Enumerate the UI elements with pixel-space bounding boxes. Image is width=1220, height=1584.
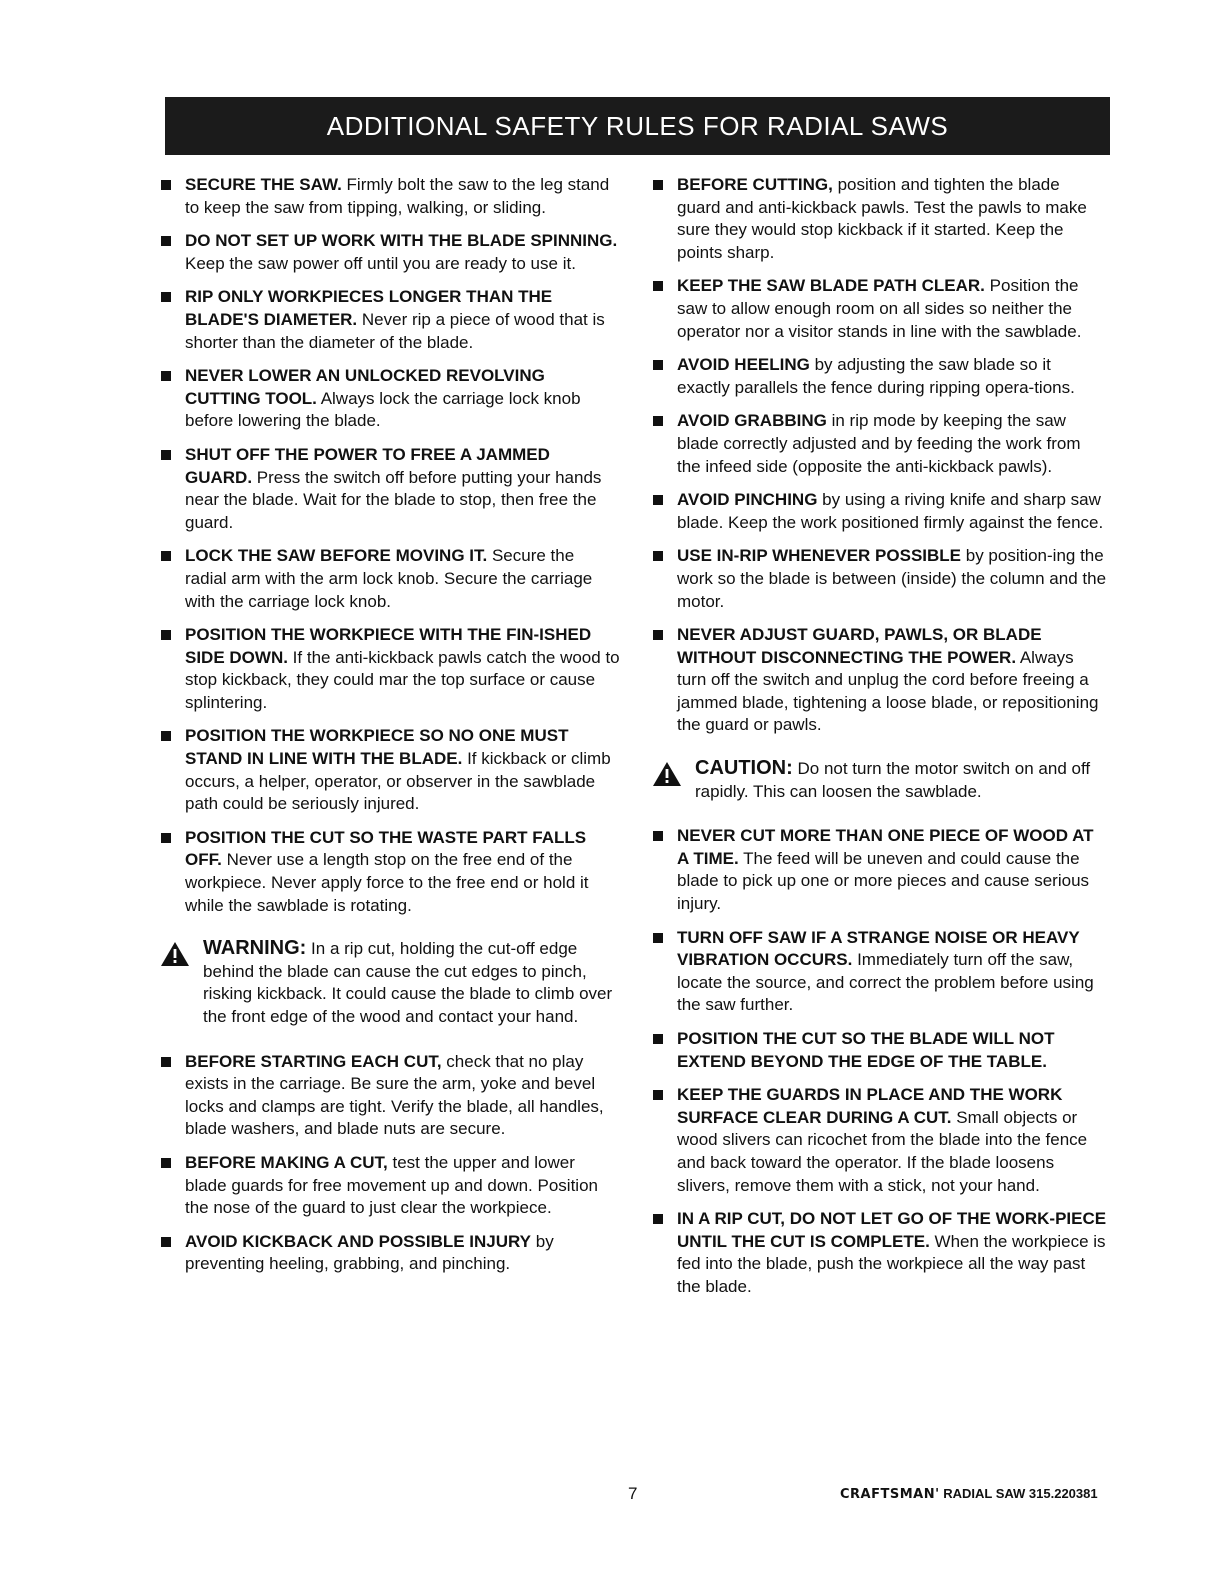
rule-heading: AVOID KICKBACK AND POSSIBLE INJURY: [185, 1231, 532, 1251]
rule-text: Firmly bolt the saw to the leg stand to keep the saw from tipping, walking, or sliding.: [185, 175, 610, 217]
square-bullet-icon: [161, 236, 171, 246]
square-bullet-icon: [653, 1090, 663, 1100]
rule-text: When the workpiece is fed into the blade, push the workpiece all the way past the blade.: [677, 1231, 1106, 1296]
square-bullet-icon: [653, 360, 663, 370]
rule-item: [160, 1231, 620, 1276]
rule-text: The feed will be uneven and could cause the blade to pick up one or more pieces and cause serious injury.: [677, 848, 1090, 914]
rule-item: [652, 825, 1107, 915]
rule-heading: BEFORE CUTTING,: [677, 175, 833, 194]
rule-heading: NEVER CUT MORE THAN ONE PIECE OF WOOD AT A TIME.: [677, 826, 1094, 868]
rule-text: by preventing heeling, grabbing, and pinching.: [185, 1231, 554, 1274]
rule-item: [160, 286, 620, 354]
warning-triangle-icon: [160, 941, 190, 967]
rule-text: Never use a length stop on the free end of the workpiece. Never apply force to the free end or hold it while the sawblade is rotating.: [185, 850, 589, 915]
rule-heading: BEFORE MAKING A CUT,: [185, 1152, 388, 1172]
square-bullet-icon: [161, 1158, 171, 1168]
rule-heading: BEFORE STARTING EACH CUT,: [185, 1051, 442, 1071]
rule-heading: KEEP THE SAW BLADE PATH CLEAR.: [677, 276, 985, 296]
rule-heading: IN A RIP CUT, DO NOT LET GO OF THE WORK-PIECE UNTIL THE CUT IS COMPLETE.: [677, 1209, 1107, 1251]
rule-text: Always turn off the switch and unplug the cord before freeing a jammed blade, tightening a loose blade, or repositioning the guard or pawls.: [677, 647, 1099, 735]
warning-label: WARNING:: [203, 937, 307, 960]
rule-text: by using a riving knife and sharp saw blade. Keep the work positioned firmly against the fence.: [677, 490, 1104, 532]
square-bullet-icon: [161, 833, 171, 843]
rule-item: [160, 827, 620, 917]
rule-text: by position-ing the work so the blade is between (inside) the column and the motor.: [677, 546, 1107, 611]
rule-item: [160, 1152, 620, 1220]
square-bullet-icon: [653, 495, 663, 505]
rule-item: [652, 275, 1107, 343]
rule-text: in rip mode by keeping the saw blade correctly adjusted and by feeding the work from the infeed side (opposite the anti-kickback pawls).: [677, 411, 1081, 476]
footer-brand-line: [840, 1486, 1098, 1502]
rule-heading: SHUT OFF THE POWER TO FREE A JAMMED GUARD.: [185, 444, 550, 487]
page-number: 7: [628, 1484, 638, 1503]
rule-item: [160, 365, 620, 433]
rule-item: [160, 444, 620, 534]
square-bullet-icon: [653, 630, 663, 640]
rule-heading: USE IN-RIP WHENEVER POSSIBLE: [677, 546, 962, 566]
rule-heading: NEVER LOWER AN UNLOCKED REVOLVING CUTTING TOOL.: [185, 366, 545, 408]
square-bullet-icon: [161, 1057, 171, 1067]
rule-heading: POSITION THE WORKPIECE WITH THE FIN-ISHED SIDE DOWN.: [185, 625, 592, 667]
section-title: ADDITIONAL SAFETY RULES FOR RADIAL SAWS: [326, 110, 949, 141]
warning-note: [160, 937, 620, 1028]
rule-text: Always lock the carriage lock knob before lowering the blade.: [185, 388, 581, 431]
square-bullet-icon: [653, 416, 663, 426]
model-text: RADIAL SAW 315.220381: [939, 1486, 1098, 1501]
rule-text: Keep the saw power off until you are ready to use it.: [185, 253, 576, 273]
rule-heading: POSITION THE CUT SO THE WASTE PART FALLS OFF.: [185, 827, 587, 870]
rule-text: test the upper and lower blade guards for free movement up and down. Position the nose of the guard to just clear the workpiece.: [185, 1152, 598, 1218]
square-bullet-icon: [653, 180, 663, 190]
rule-text: position and tighten the blade guard and anti-kickback pawls. Test the pawls to make sure they would stop kickback if it started. Keep the points sharp.: [677, 175, 1087, 262]
caution-note: [652, 757, 1107, 803]
square-bullet-icon: [161, 450, 171, 460]
caution-text: Do not turn the motor switch on and off rapidly. This can loosen the sawblade.: [695, 759, 1091, 801]
rule-text: Immediately turn off the saw, locate the source, and correct the problem before using the saw further.: [677, 950, 1094, 1015]
square-bullet-icon: [653, 281, 663, 291]
rule-text: Position the saw to allow enough room on all sides so neither the operator nor a visitor stands in line with the sawblade.: [677, 276, 1082, 341]
rule-heading: KEEP THE GUARDS IN PLACE AND THE WORK SURFACE CLEAR DURING A CUT.: [677, 1085, 1063, 1127]
rule-item: [652, 545, 1107, 613]
square-bullet-icon: [161, 1237, 171, 1247]
rule-text: If kickback or climb occurs, a helper, operator, or observer in the sawblade path could be seriously injured.: [185, 749, 611, 814]
square-bullet-icon: [161, 630, 171, 640]
rule-text: Secure the radial arm with the arm lock knob. Secure the carriage with the carriage lock knob.: [185, 546, 593, 611]
rule-heading: SECURE THE SAW.: [185, 175, 342, 194]
rule-heading: POSITION THE WORKPIECE SO NO ONE MUST STAND IN LINE WITH THE BLADE.: [185, 726, 569, 769]
rule-item: [652, 927, 1107, 1017]
rule-heading: TURN OFF SAW IF A STRANGE NOISE OR HEAVY VIBRATION OCCURS.: [677, 927, 1080, 970]
rule-item: [160, 545, 620, 613]
rule-heading: RIP ONLY WORKPIECES LONGER THAN THE BLADE'S DIAMETER.: [185, 287, 553, 329]
rule-item: [160, 725, 620, 815]
rule-heading: AVOID GRABBING: [677, 411, 827, 431]
rule-item: [652, 410, 1107, 478]
caution-triangle-icon: [652, 761, 682, 787]
rule-item: [652, 489, 1107, 534]
rule-item: [652, 354, 1107, 399]
square-bullet-icon: [161, 180, 171, 190]
rule-text: check that no play exists in the carriage. Be sure the arm, yoke and bevel locks and clamps are tight. Verify the blade, all handles, blade washers, and blade nuts are secure.: [185, 1051, 604, 1139]
rule-item: [160, 1051, 620, 1141]
warning-text: In a rip cut, holding the cut-off edge behind the blade can cause the cut edges to pinch, risking kickback. It could cause the blade to climb over the front edge of the wood and contact your hand.: [203, 939, 613, 1026]
rule-text: Small objects or wood slivers can ricochet from the blade into the fence and back toward the operator. If the blade loosens slivers, remove them with a stick, not your hand.: [677, 1107, 1088, 1195]
rule-text: by adjusting the saw blade so it exactly parallels the fence during ripping opera-tions.: [677, 355, 1075, 397]
rule-item: [652, 1084, 1107, 1197]
rule-item: [652, 1208, 1107, 1298]
square-bullet-icon: [653, 551, 663, 561]
rule-item: [652, 624, 1107, 737]
rule-item: [652, 174, 1107, 264]
section-title-banner: [165, 97, 1110, 155]
square-bullet-icon: [653, 831, 663, 841]
caution-label: CAUTION:: [695, 757, 793, 780]
brand-logo: CRAFTSMAN': [840, 1487, 940, 1502]
right-column: [652, 174, 1107, 1310]
rule-text: If the anti-kickback pawls catch the wood to stop kickback, they could mar the top surface or cause splintering.: [185, 647, 620, 712]
rule-text: Press the switch off before putting your hands near the blade. Wait for the blade to stop, then free the guard.: [185, 467, 602, 532]
square-bullet-icon: [653, 1214, 663, 1224]
rule-heading: POSITION THE CUT SO THE BLADE WILL NOT EXTEND BEYOND THE EDGE OF THE TABLE.: [677, 1029, 1055, 1071]
rule-heading: AVOID HEELING: [677, 355, 810, 375]
rule-text: Never rip a piece of wood that is shorter than the diameter of the blade.: [185, 309, 605, 352]
square-bullet-icon: [653, 1034, 663, 1044]
rule-item: [160, 174, 620, 219]
left-column: [160, 174, 620, 1287]
square-bullet-icon: [653, 933, 663, 943]
square-bullet-icon: [161, 292, 171, 302]
rule-item: [652, 1028, 1107, 1073]
rule-heading: DO NOT SET UP WORK WITH THE BLADE SPINNING.: [185, 231, 618, 251]
rule-heading: AVOID PINCHING: [677, 490, 818, 510]
square-bullet-icon: [161, 731, 171, 741]
square-bullet-icon: [161, 551, 171, 561]
rule-heading: NEVER ADJUST GUARD, PAWLS, OR BLADE WITHOUT DISCONNECTING THE POWER.: [677, 625, 1042, 667]
rule-heading: LOCK THE SAW BEFORE MOVING IT.: [185, 546, 488, 566]
rule-item: [160, 624, 620, 714]
square-bullet-icon: [161, 371, 171, 381]
rule-item: [160, 230, 620, 275]
